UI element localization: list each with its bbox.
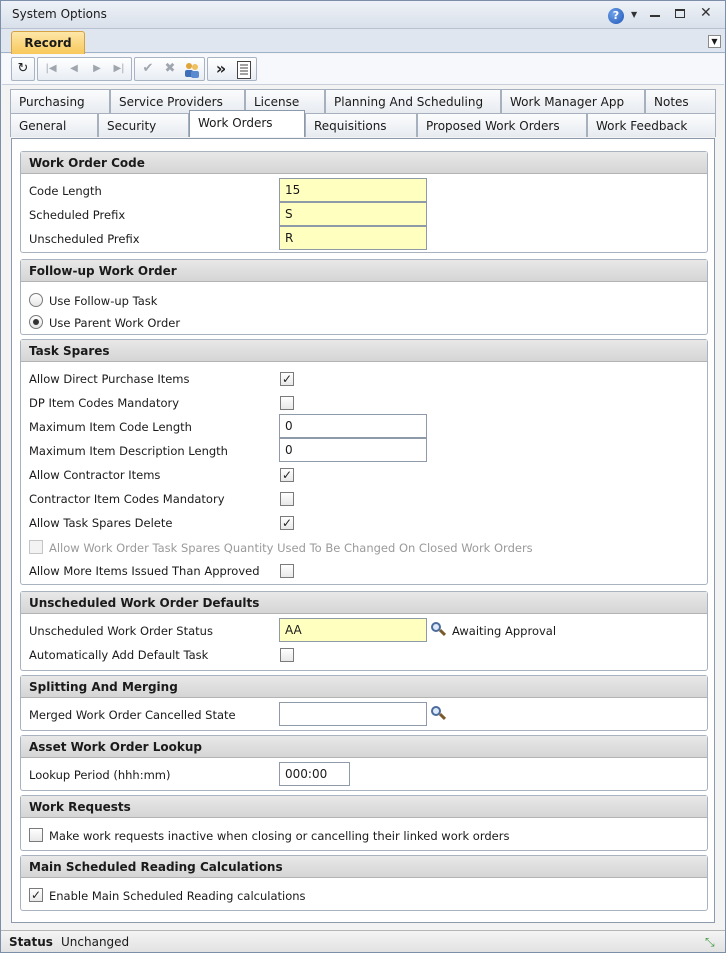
section-header: Asset Work Order Lookup	[21, 736, 707, 758]
section-header: Task Spares	[21, 340, 707, 362]
use-parent-work-order-label: Use Parent Work Order	[49, 316, 181, 330]
navigation-group	[37, 57, 132, 81]
last-record-icon[interactable]: ▶|	[113, 63, 125, 74]
enable-main-reading-checkbox[interactable]: ✓	[30, 888, 42, 902]
section-header: Work Requests	[21, 796, 707, 818]
title-bar	[1, 1, 725, 29]
allow-contractor-items-label: Allow Contractor Items	[29, 468, 161, 482]
main-reading-section	[20, 855, 708, 911]
allow-direct-purchase-checkbox[interactable]: ✓	[281, 372, 293, 386]
tab-work-feedback[interactable]: Work Feedback	[587, 113, 716, 137]
resize-grip-icon[interactable]: ⤡	[705, 935, 715, 949]
close-button[interactable]: ✕	[700, 5, 712, 21]
code-length-field[interactable]: 15	[279, 178, 427, 202]
report-icon[interactable]	[235, 58, 253, 80]
section-header: Splitting And Merging	[21, 676, 707, 698]
dropdown-arrow-icon[interactable]: ▼	[631, 10, 638, 19]
status-description: Awaiting Approval	[452, 624, 557, 638]
cancelled-state-lookup-icon[interactable]	[429, 705, 447, 723]
contractor-item-codes-mandatory-label: Contractor Item Codes Mandatory	[29, 492, 225, 506]
max-item-desc-length-field[interactable]: 0	[279, 438, 427, 462]
first-record-icon[interactable]: |◀	[45, 63, 57, 74]
tab-service-providers[interactable]: Service Providers	[110, 89, 245, 113]
maximize-button[interactable]	[675, 9, 685, 18]
section-header: Unscheduled Work Order Defaults	[21, 592, 707, 614]
save-icon[interactable]: ✔	[142, 61, 154, 76]
tab-license[interactable]: License	[245, 89, 325, 113]
auto-add-default-task-label: Automatically Add Default Task	[29, 648, 209, 662]
ribbon-bar	[1, 29, 725, 53]
tab-general[interactable]: General	[10, 113, 98, 137]
toolbar	[2, 54, 724, 85]
allow-direct-purchase-label: Allow Direct Purchase Items	[29, 372, 190, 386]
unscheduled-defaults-section	[20, 591, 708, 671]
auto-add-default-task-checkbox[interactable]	[280, 648, 294, 662]
enable-main-reading-label: Enable Main Scheduled Reading calculations	[49, 889, 306, 903]
refresh-icon: ↻	[17, 61, 29, 76]
dp-item-codes-mandatory-checkbox[interactable]	[280, 396, 294, 410]
more-icon[interactable]: »	[215, 59, 227, 78]
scheduled-prefix-label: Scheduled Prefix	[29, 208, 126, 222]
scheduled-prefix-field[interactable]: S	[279, 202, 427, 226]
max-item-desc-length-label: Maximum Item Description Length	[29, 444, 228, 458]
allow-task-spares-delete-checkbox[interactable]: ✓	[281, 516, 293, 530]
tab-requisitions[interactable]: Requisitions	[305, 113, 417, 137]
use-follow-up-task-radio[interactable]	[29, 293, 43, 307]
lookup-period-field[interactable]: 000:00	[279, 762, 350, 786]
more-group	[207, 57, 257, 81]
asset-lookup-section	[20, 735, 708, 791]
window-title: System Options	[12, 7, 107, 21]
allow-contractor-items-checkbox[interactable]: ✓	[281, 468, 293, 482]
tab-row-2	[1, 113, 725, 137]
users-icon[interactable]	[182, 58, 202, 80]
tab-row-1	[1, 89, 725, 113]
dp-item-codes-mandatory-label: DP Item Codes Mandatory	[29, 396, 180, 410]
allow-task-spares-delete-label: Allow Task Spares Delete	[29, 516, 173, 530]
allow-qty-changed-closed-checkbox	[29, 540, 43, 554]
merged-cancelled-state-label: Merged Work Order Cancelled State	[29, 708, 236, 722]
allow-more-issued-checkbox[interactable]	[280, 564, 294, 578]
status-lookup-icon[interactable]	[429, 621, 447, 639]
allow-qty-changed-closed-label: Allow Work Order Task Spares Quantity Used To Be Changed On Closed Work Orders	[49, 541, 533, 555]
refresh-button[interactable]	[11, 57, 35, 81]
status-value: Unchanged	[61, 935, 130, 949]
edit-group	[134, 57, 205, 81]
tab-proposed-work-orders[interactable]: Proposed Work Orders	[417, 113, 587, 137]
unscheduled-prefix-field[interactable]: R	[279, 226, 427, 250]
splitting-merging-section	[20, 675, 708, 731]
status-bar	[1, 930, 725, 952]
follow-up-section	[20, 259, 708, 335]
section-header: Main Scheduled Reading Calculations	[21, 856, 707, 878]
record-tab[interactable]: Record	[11, 31, 85, 54]
contractor-item-codes-mandatory-checkbox[interactable]	[280, 492, 294, 506]
tab-notes[interactable]: Notes	[645, 89, 716, 113]
lookup-period-label: Lookup Period (hhh:mm)	[29, 768, 171, 782]
help-icon[interactable]: ?	[608, 8, 624, 24]
work-requests-inactive-label: Make work requests inactive when closing or cancelling their linked work orders	[49, 829, 510, 843]
merged-cancelled-state-field[interactable]	[279, 702, 427, 726]
unscheduled-status-field[interactable]: AA	[279, 618, 427, 642]
section-header: Work Order Code	[21, 152, 707, 174]
work-order-code-section	[20, 151, 708, 253]
tab-security[interactable]: Security	[98, 113, 189, 137]
tab-work-manager-app[interactable]: Work Manager App	[501, 89, 645, 113]
code-length-label: Code Length	[29, 184, 102, 198]
use-follow-up-task-label: Use Follow-up Task	[49, 294, 158, 308]
unscheduled-prefix-label: Unscheduled Prefix	[29, 232, 140, 246]
task-spares-section	[20, 339, 708, 585]
work-requests-inactive-checkbox[interactable]	[29, 828, 43, 842]
ribbon-collapse-button[interactable]: ▼	[708, 35, 721, 48]
max-item-code-length-field[interactable]: 0	[279, 414, 427, 438]
use-parent-work-order-radio[interactable]	[29, 315, 43, 329]
work-requests-section	[20, 795, 708, 851]
allow-more-issued-label: Allow More Items Issued Than Approved	[29, 564, 260, 578]
tab-purchasing[interactable]: Purchasing	[10, 89, 110, 113]
max-item-code-length-label: Maximum Item Code Length	[29, 420, 192, 434]
section-header: Follow-up Work Order	[21, 260, 707, 282]
tab-work-orders[interactable]: Work Orders	[189, 110, 305, 137]
previous-record-icon[interactable]: ◀	[70, 63, 78, 74]
next-record-icon[interactable]: ▶	[93, 63, 101, 74]
cancel-icon[interactable]: ✖	[164, 61, 176, 76]
tab-planning-and-scheduling[interactable]: Planning And Scheduling	[325, 89, 501, 113]
work-orders-panel	[11, 138, 715, 923]
unscheduled-status-label: Unscheduled Work Order Status	[29, 624, 213, 638]
minimize-button[interactable]	[650, 15, 660, 17]
status-label: Status	[9, 935, 53, 949]
